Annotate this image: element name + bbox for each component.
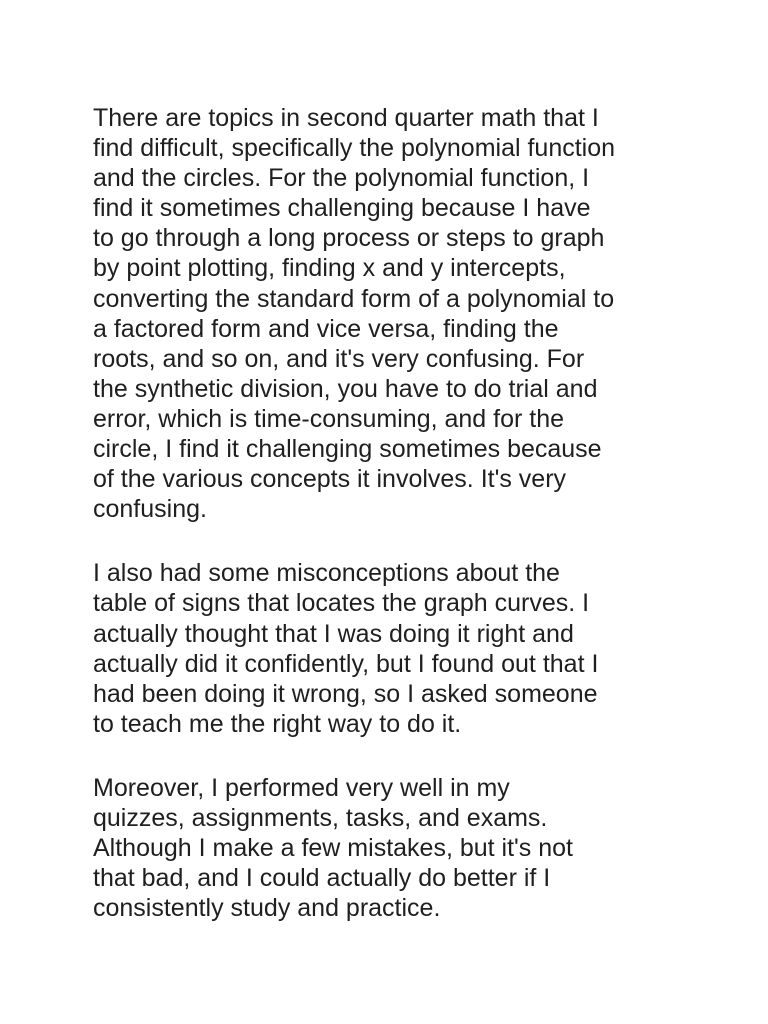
document-body [93, 103, 683, 923]
paragraph-misconceptions: I also had some misconceptions about the table of signs that locates the graph curves. I actually thought that I was doing it right and actually did it confidently, but I found out that I had been doing it wrong, so I asked someone to teach me the right way to do it. [93, 559, 599, 738]
paragraph-difficult-topics: There are topics in second quarter math that I find difficult, specifically the polynomial function and the circles. For the polynomial function, I find it sometimes challenging because I have to go through a long process or steps to graph by point plotting, finding x and y intercepts, converting the standard form of a polynomial to a factored form and vice versa, finding the roots, and so on, and it's very confusing. For the synthetic division, you have to do trial and error, which is time-consuming, and for the circle, I find it challenging sometimes because of the various concepts it involves. It's very confusing. [93, 104, 616, 524]
paragraph-performance: Moreover, I performed very well in my quizzes, assignments, tasks, and exams. Although I make a few mistakes, but it's not that bad, and I could actually do better if I consistently study and practice. [93, 773, 574, 923]
